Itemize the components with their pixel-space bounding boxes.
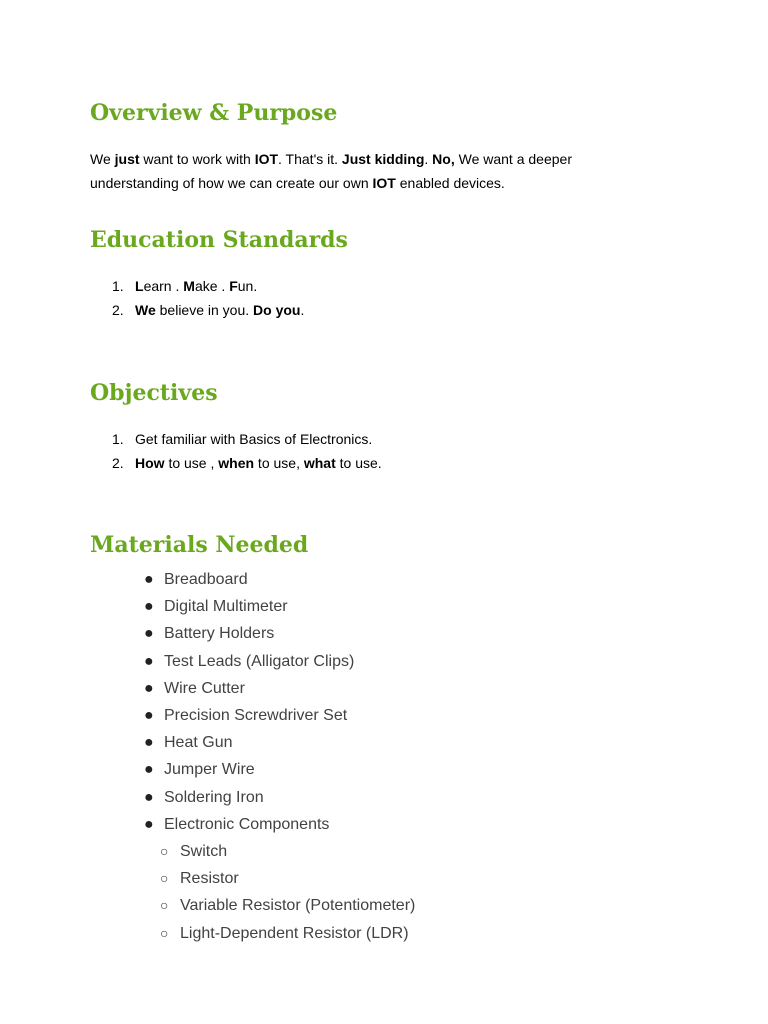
overview-heading: Overview & Purpose <box>90 100 338 126</box>
list-item <box>90 702 415 729</box>
list-item <box>90 427 382 451</box>
list-item-text: Wire Cutter <box>164 679 245 697</box>
sub-list-item <box>90 920 415 947</box>
list-item-text: Electronic Components <box>164 815 330 833</box>
bullet-icon: ● <box>144 734 154 752</box>
list-number: 2. <box>112 455 124 471</box>
list-item <box>90 729 415 756</box>
list-item <box>90 811 415 838</box>
bold-text: No, <box>432 151 455 167</box>
list-item-text: Resistor <box>180 870 239 888</box>
overview-line-1 <box>90 151 572 167</box>
text-run: ake . <box>194 278 230 294</box>
list-item <box>90 298 304 322</box>
list-item <box>90 675 415 702</box>
text-run: We <box>90 151 115 167</box>
objectives-list <box>90 427 382 475</box>
list-item-text: Breadboard <box>164 571 248 588</box>
list-item <box>90 451 382 475</box>
hollow-bullet-icon: ○ <box>160 924 169 941</box>
list-number: 1. <box>112 278 124 294</box>
list-item-text: Light-Dependent Resistor (LDR) <box>180 924 409 942</box>
bullet-icon: ● <box>144 788 154 806</box>
bullet-icon: ● <box>144 761 154 779</box>
list-item <box>90 566 415 593</box>
list-item-text <box>135 278 257 294</box>
text-run: . That's it. <box>278 151 342 167</box>
hollow-bullet-icon: ○ <box>160 897 169 914</box>
text-run: We want a deeper <box>454 151 572 167</box>
list-number: 1. <box>112 431 124 447</box>
bold-text: when <box>218 455 255 471</box>
hollow-bullet-icon: ○ <box>160 843 169 860</box>
bold-text: How <box>135 455 165 471</box>
bold-text: Just kidding <box>341 151 425 167</box>
overview-paragraph <box>90 147 630 195</box>
list-item-text: Switch <box>180 843 228 861</box>
list-item-text <box>135 455 382 471</box>
list-item-text: Heat Gun <box>164 734 233 752</box>
text-run: want to work with <box>139 151 255 167</box>
bold-text: L <box>135 278 144 294</box>
list-item-text: Variable Resistor (Potentiometer) <box>180 897 416 915</box>
bullet-icon: ● <box>144 598 154 616</box>
overview-line-2 <box>90 175 505 191</box>
bullet-icon: ● <box>144 625 154 643</box>
list-item <box>90 756 415 783</box>
bold-text: IOT <box>372 175 396 191</box>
objectives-heading: Objectives <box>90 380 218 406</box>
bullet-icon: ● <box>144 679 154 697</box>
education-standards-heading: Education Standards <box>90 227 348 253</box>
bold-text: M <box>183 278 195 294</box>
list-item-text: Battery Holders <box>164 625 275 643</box>
text-run: enabled devices. <box>395 175 505 191</box>
hollow-bullet-icon: ○ <box>160 870 169 887</box>
materials-list <box>90 566 415 947</box>
text-run: to use , <box>164 455 219 471</box>
bullet-icon: ● <box>144 815 154 833</box>
list-item-text <box>135 431 372 447</box>
list-item <box>90 593 415 620</box>
text-run: . <box>300 302 305 318</box>
bold-text: F <box>229 278 238 294</box>
list-item-text: Digital Multimeter <box>164 598 288 616</box>
sub-list-item <box>90 892 415 919</box>
bold-text: We <box>135 302 156 318</box>
list-item-text: Precision Screwdriver Set <box>164 707 348 725</box>
list-item-text: Soldering Iron <box>164 788 264 806</box>
list-item <box>90 274 304 298</box>
text-run: . <box>424 151 433 167</box>
list-item <box>90 620 415 647</box>
text-run: Get familiar with Basics of Electronics. <box>135 431 373 447</box>
list-item-text: Jumper Wire <box>164 761 255 779</box>
bold-text: Do you <box>253 302 301 318</box>
bullet-icon: ● <box>144 652 154 670</box>
text-run: earn . <box>143 278 184 294</box>
bullet-icon: ● <box>144 707 154 725</box>
text-run: believe in you. <box>155 302 254 318</box>
sub-list-item <box>90 865 415 892</box>
list-number: 2. <box>112 302 124 318</box>
list-item <box>90 648 415 675</box>
text-run: to use. <box>335 455 382 471</box>
materials-heading: Materials Needed <box>90 532 309 558</box>
list-item-text: Test Leads (Alligator Clips) <box>164 652 355 670</box>
list-item-text <box>135 302 304 318</box>
text-run: un. <box>237 278 258 294</box>
text-run: to use, <box>254 455 304 471</box>
sub-list-item <box>90 838 415 865</box>
list-item <box>90 784 415 811</box>
bold-text: IOT <box>254 151 279 167</box>
text-run: understanding of how we can create our own <box>90 175 373 191</box>
bold-text: just <box>114 151 140 167</box>
education-standards-list <box>90 274 304 322</box>
bold-text: what <box>303 455 336 471</box>
bullet-icon: ● <box>144 571 154 588</box>
